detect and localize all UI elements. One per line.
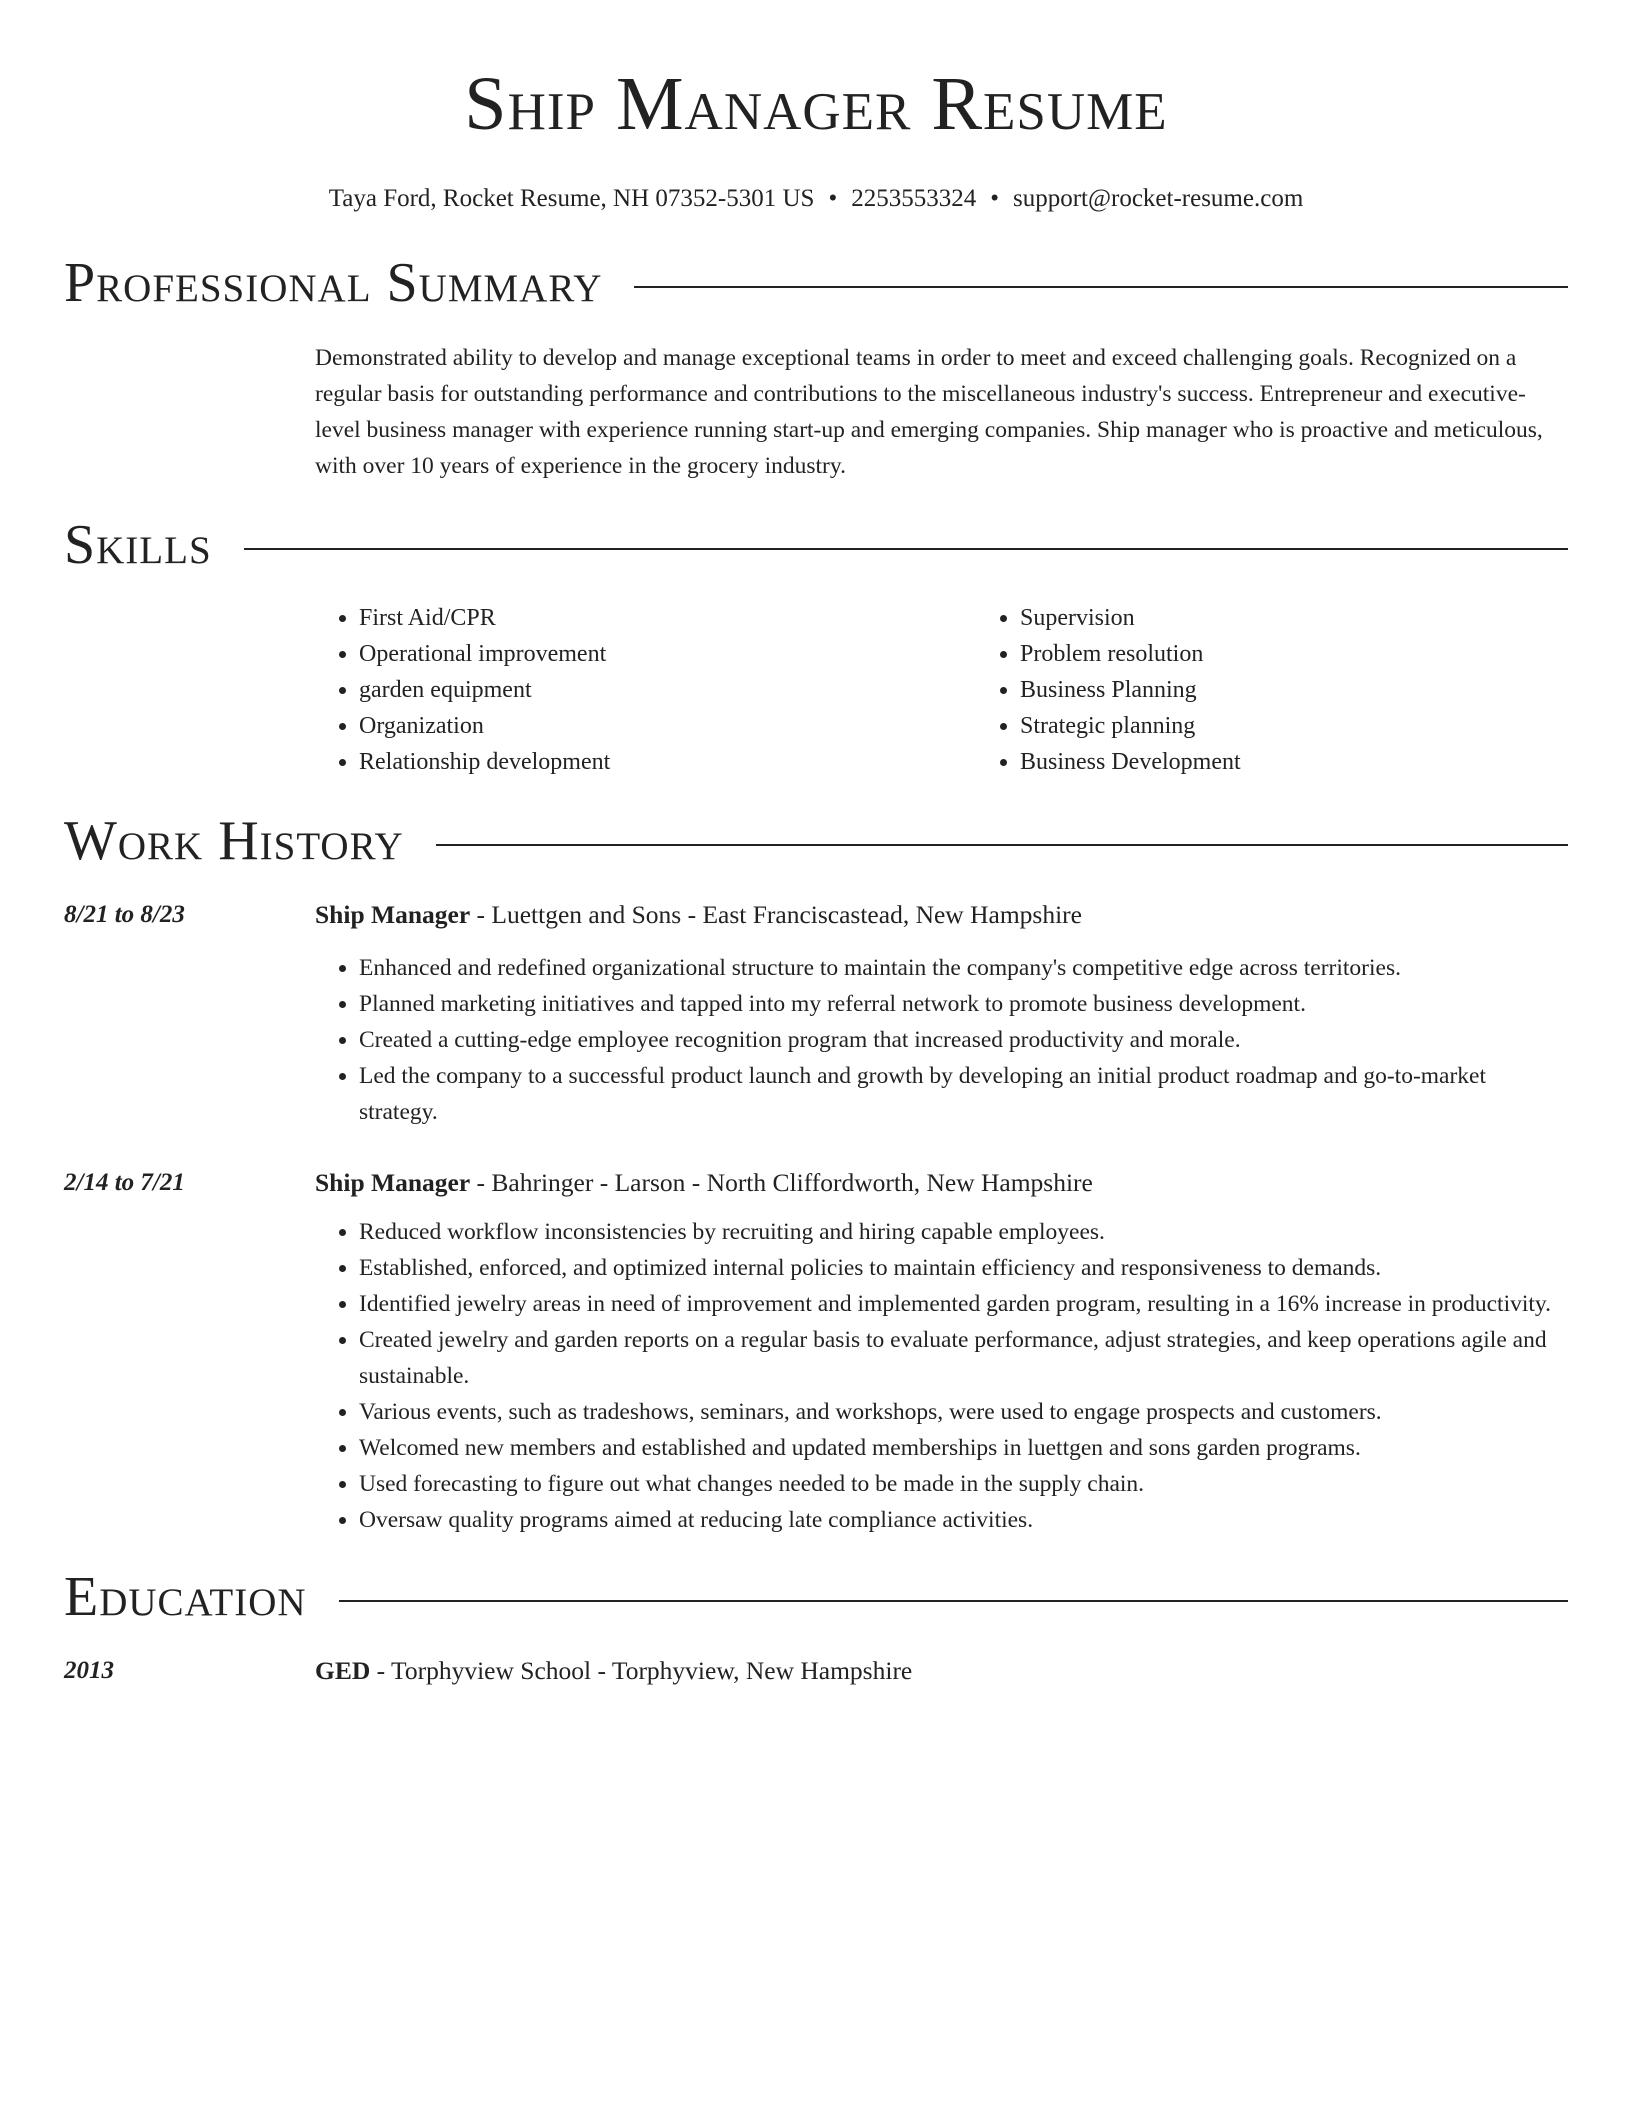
summary-section-header — [64, 248, 1568, 318]
contact-separator: • — [828, 185, 838, 212]
skill-item: • Strategic planning — [1020, 708, 1241, 744]
job-bullet: • Created jewelry and garden reports on a regular basis to evaluate performance, adjust strategies, and keep operations agile and sustainable. — [359, 1322, 1568, 1394]
job-bullet: • Various events, such as tradeshows, seminars, and workshops, were used to engage prospects and customers. — [359, 1394, 1568, 1430]
resume-title: Ship Manager Resume — [464, 62, 1168, 146]
skill-item: • Organization — [359, 708, 976, 744]
job-bullets — [315, 1214, 1568, 1538]
job-bullet: • Created a cutting-edge employee recognition program that increased productivity and morale. — [359, 1022, 1568, 1058]
summary-text: Demonstrated ability to develop and manage exceptional teams in order to meet and exceed challenging goals. Recognized on a regular basis for outstanding performance and contributions to the miscellaneous industry's success. Entrepreneur and executive-level business manager with experience running start-up and emerging companies. Ship manager who is proactive and meticulous, with over 10 years of experience in the grocery industry. — [315, 345, 1543, 479]
job-entry — [64, 898, 1568, 1130]
job-entry — [64, 1166, 1568, 1538]
work-heading: Work History — [64, 810, 404, 872]
job-title: Ship Manager — [315, 1168, 471, 1197]
education-body — [315, 1654, 1568, 1688]
job-dates: 2/14 to 7/21 — [64, 1169, 185, 1196]
job-bullets — [315, 950, 1568, 1130]
skills-column-left — [315, 600, 976, 780]
work-section-header — [64, 806, 1568, 876]
contact-separator: • — [990, 185, 999, 212]
job-bullet: • Identified jewelry areas in need of improvement and implemented garden program, resulting in a 16% increase in productivity. — [359, 1286, 1568, 1322]
skill-item: • Supervision — [1020, 600, 1241, 636]
job-bullet: • Enhanced and redefined organizational structure to maintain the company's competitive edge across territories. — [359, 950, 1568, 986]
education-school-location: - Torphyview School - Torphyview, New Hampshire — [370, 1656, 913, 1685]
skills-section-header — [64, 510, 1568, 580]
skills-heading: Skills — [64, 514, 212, 576]
job-bullet: • Planned marketing initiatives and tapped into my referral network to promote business development. — [359, 986, 1568, 1022]
skill-item: • Problem resolution — [1020, 636, 1241, 672]
skill-item: • Operational improvement — [359, 636, 976, 672]
contact-email: support@rocket-resume.com — [1012, 185, 1304, 212]
job-heading — [315, 898, 1568, 932]
job-employer-location: - Luettgen and Sons - East Franciscastead, New Hampshire — [470, 900, 1082, 929]
job-title: Ship Manager — [315, 900, 471, 929]
summary-heading: Professional Summary — [64, 252, 603, 314]
skills-column-right — [976, 600, 1241, 780]
job-dates: 8/21 to 8/23 — [64, 901, 185, 928]
job-heading — [315, 1166, 1568, 1200]
skill-item: • Relationship development — [359, 744, 976, 780]
job-bullet: • Oversaw quality programs aimed at reducing late compliance activities. — [359, 1502, 1568, 1538]
section-divider — [436, 844, 1568, 846]
job-bullet: • Reduced workflow inconsistencies by recruiting and hiring capable employees. — [359, 1214, 1568, 1250]
education-degree: GED — [315, 1656, 371, 1685]
contact-address: Taya Ford, Rocket Resume, NH 07352-5301 US — [328, 185, 815, 212]
job-body — [315, 1166, 1568, 1538]
section-divider — [244, 548, 1568, 550]
job-bullet: • Led the company to a successful product launch and growth by developing an initial product roadmap and go-to-market strategy. — [359, 1058, 1568, 1130]
job-bullet: • Used forecasting to figure out what changes needed to be made in the supply chain. — [359, 1466, 1568, 1502]
skill-item: • Business Planning — [1020, 672, 1241, 708]
education-heading-line — [315, 1654, 1568, 1688]
job-bullet: • Established, enforced, and optimized internal policies to maintain efficiency and responsiveness to demands. — [359, 1250, 1568, 1286]
job-body — [315, 898, 1568, 1130]
section-divider — [634, 286, 1568, 288]
skill-item: • First Aid/CPR — [359, 600, 976, 636]
section-divider — [339, 1600, 1568, 1602]
skills-list — [315, 600, 1568, 780]
contact-line — [64, 184, 1568, 214]
job-employer-location: - Bahringer - Larson - North Cliffordworth, New Hampshire — [470, 1168, 1093, 1197]
skill-item: • Business Development — [1020, 744, 1241, 780]
education-year: 2013 — [64, 1657, 114, 1684]
contact-phone: 2253553324 — [851, 185, 977, 212]
education-entry — [64, 1654, 1568, 1688]
education-section-header — [64, 1562, 1568, 1632]
job-bullet: • Welcomed new members and established and updated memberships in luettgen and sons garden programs. — [359, 1430, 1568, 1466]
skill-item: • garden equipment — [359, 672, 976, 708]
education-heading: Education — [64, 1566, 307, 1628]
